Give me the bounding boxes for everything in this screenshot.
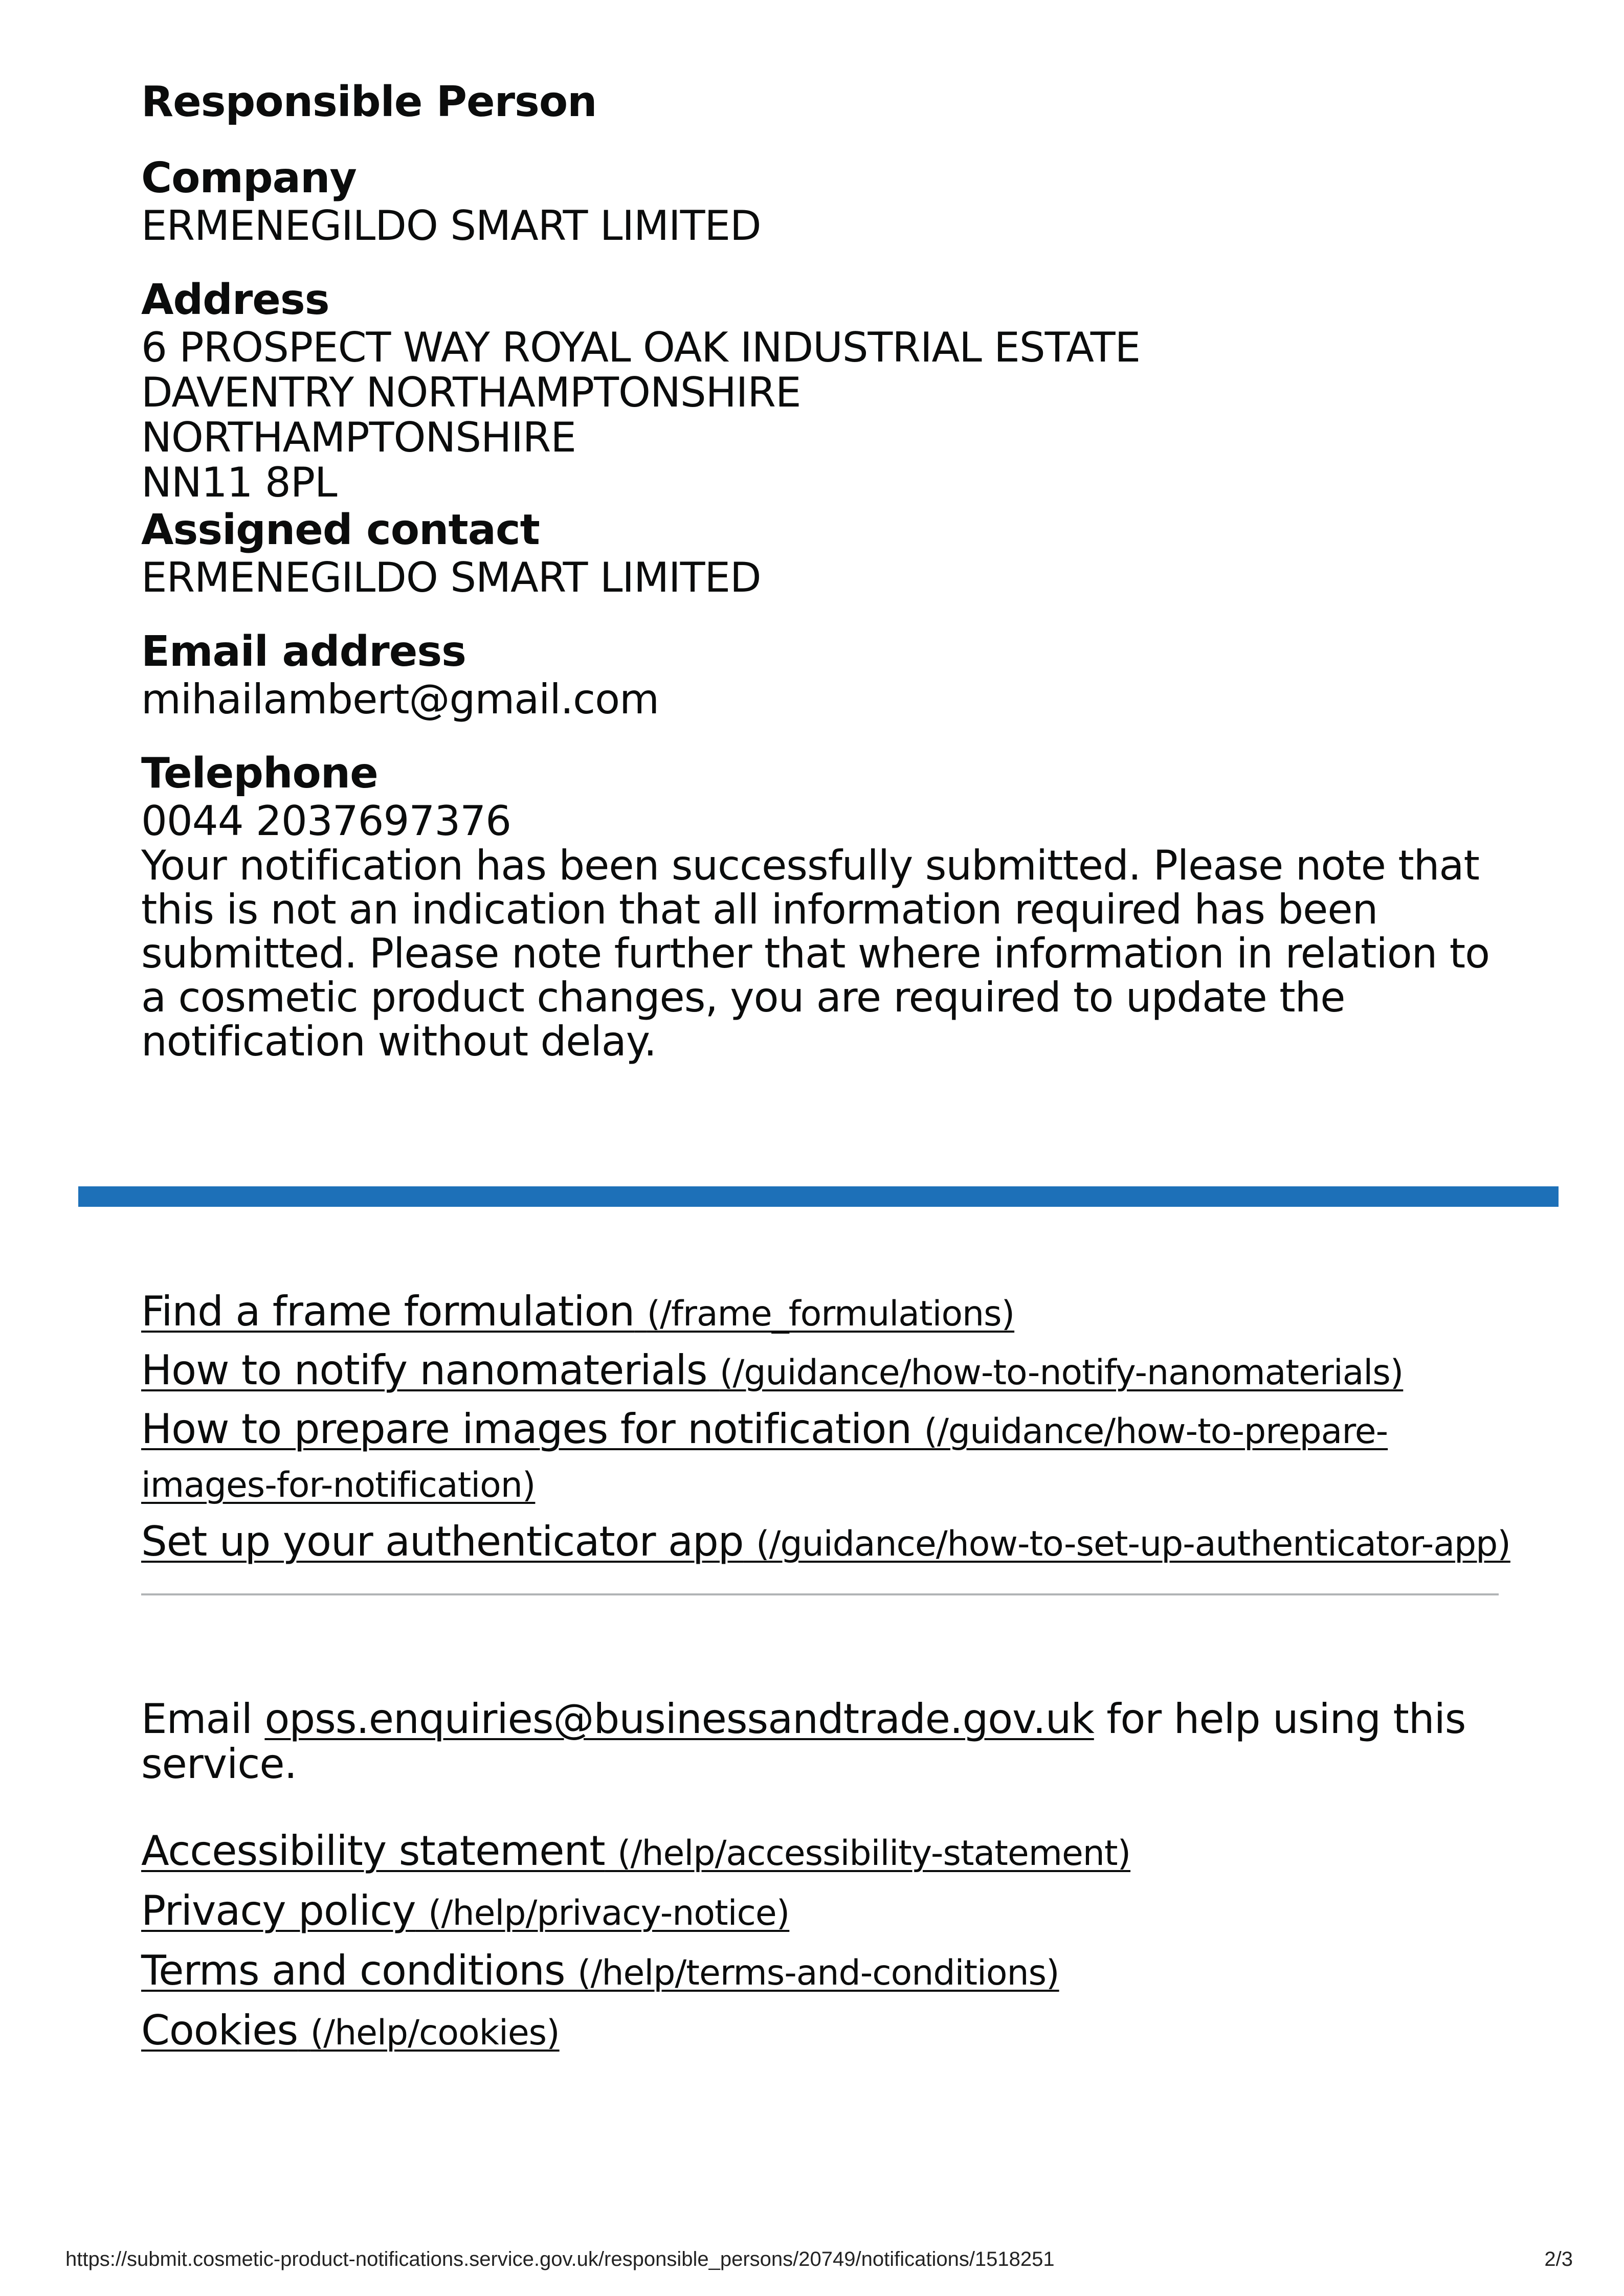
address-line: DAVENTRY NORTHAMPTONSHIRE [141,369,801,416]
guidance-link-item [141,1404,1512,1511]
print-page-number: 2/3 [1544,2248,1573,2270]
print-page-url: https://submit.cosmetic-product-notifications.service.gov.uk/responsible_persons/20749/notifications/1518251 [65,2248,1055,2270]
find-frame-formulation-link[interactable]: Find a frame formulation (/frame_formulations) [141,1288,1015,1335]
address-line: 6 PROSPECT WAY ROYAL OAK INDUSTRIAL ESTATE [141,324,1141,371]
company-label: Company [141,154,357,202]
guidance-links [141,1286,1512,1575]
notify-nanomaterials-link[interactable]: How to notify nanomaterials (/guidance/how-to-notify-nanomaterials) [141,1346,1404,1394]
cookies-link[interactable]: Cookies (/help/cookies) [141,2007,560,2054]
help-text: Email opss.enquiries@businessandtrade.gov.uk for help using this service. [141,1695,1466,1788]
contact-value: ERMENEGILDO SMART LIMITED [141,554,761,601]
email-label: Email address [141,627,466,676]
authenticator-app-link[interactable]: Set up your authenticator app (/guidance/how-to-set-up-authenticator-app) [141,1518,1510,1565]
footer-divider [141,1593,1499,1595]
legal-link-item [141,1885,1130,1939]
legal-link-item [141,2005,1130,2059]
print-footer [65,2247,1573,2271]
responsible-person-section [141,77,1522,1064]
section-heading: Responsible Person [141,78,597,126]
contact-label: Assigned contact [141,506,540,554]
guidance-link-item [141,1345,1512,1399]
help-email-link[interactable]: opss.enquiries@businessandtrade.gov.uk [264,1695,1094,1743]
address-line: NN11 8PL [141,459,337,506]
guidance-link-item [141,1516,1512,1570]
legal-link-item [141,1945,1130,1999]
telephone-label: Telephone [141,749,378,798]
address-label: Address [141,276,329,324]
address-value [141,325,1522,505]
legal-link-item [141,1826,1130,1879]
prepare-images-link[interactable]: How to prepare images for notification (/guidance/how-to-prepare-images-for-notification) [141,1405,1388,1505]
address-line: NORTHAMPTONSHIRE [141,414,576,461]
privacy-policy-link[interactable]: Privacy policy (/help/privacy-notice) [141,1887,790,1934]
legal-links [141,1826,1130,2065]
telephone-value: 0044 2037697376 [141,797,511,845]
terms-and-conditions-link[interactable]: Terms and conditions (/help/terms-and-conditions) [141,1947,1059,1994]
footer-top-border [78,1186,1559,1207]
guidance-link-item [141,1286,1512,1340]
email-value: mihailambert@gmail.com [141,676,659,723]
submission-notice: Your notification has been successfully submitted. Please note that this is not an indication that all information required has been submitted. Please note further that where information in relation to a cosmetic product changes, you are required to update the notification without delay. [141,842,1490,1065]
responsible-person-details [141,153,1522,844]
company-value: ERMENEGILDO SMART LIMITED [141,202,761,250]
accessibility-statement-link[interactable]: Accessibility statement (/help/accessibility-statement) [141,1827,1131,1875]
